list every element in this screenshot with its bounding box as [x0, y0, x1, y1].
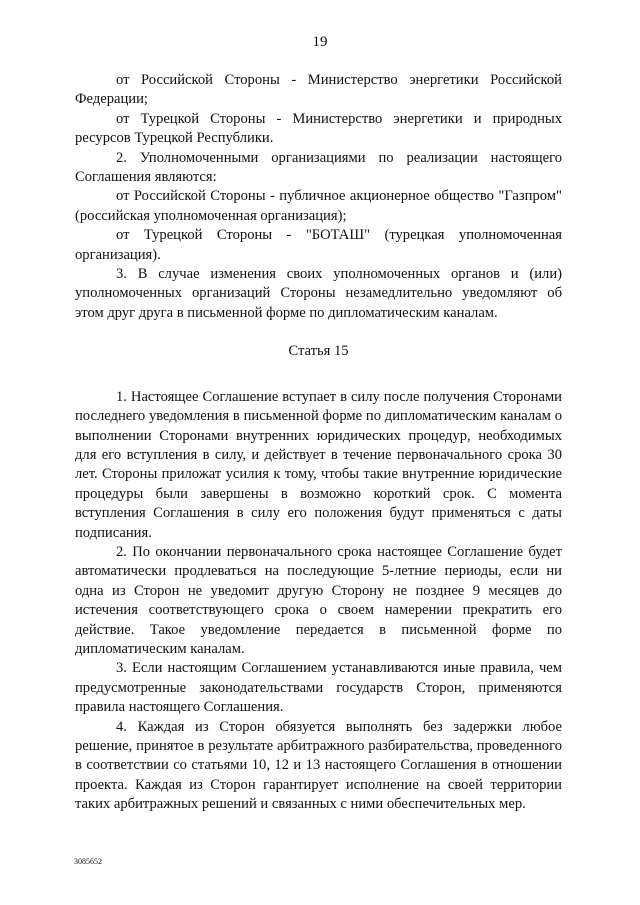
article-title: Статья 15 [288, 343, 349, 360]
paragraph: от Российской Стороны - публичное акционерное общество "Газпром" (российская уполномоченная организация); [75, 188, 562, 224]
paragraph: 2. По окончании первоначального срока настоящее Соглашение будет автоматически продлеваться на последующие 5-летние периоды, если ни одна из Сторон не уведомит другую Сторону не позднее 9 месяцев до истечения соответствующего срока о своем намерении прекратить его действие. Такое уведомление передается в письменной форме по дипломатическим каналам. [75, 543, 562, 657]
paragraph: 3. В случае изменения своих уполномоченных органов и (или) уполномоченных организаций Стороны незамедлительно уведомляют об этом друг друга в письменной форме по дипломатическим каналам. [75, 266, 562, 321]
paragraph: 4. Каждая из Сторон обязуется выполнять без задержки любое решение, принятое в результате арбитражного разбирательства, проведенного в соответствии со статьями 10, 12 и 13 настоящего Соглашения в отношении проекта. Каждая из Сторон гарантирует исполнение на своей территории таких арбитражных решений и связанных с ними обеспечительных мер. [75, 718, 562, 813]
page-number: 19 [312, 34, 328, 50]
paragraph: 3. Если настоящим Соглашением устанавливаются иные правила, чем предусмотренные законодательствами государств Сторон, применяются правила настоящего Соглашения. [75, 660, 562, 716]
document-code: 3085652 [74, 857, 102, 866]
paragraph: 1. Настоящее Соглашение вступает в силу после получения Сторонами последнего уведомления в письменной форме по дипломатическим каналам о выполнении Сторонами внутренних юридических процедур, необходимых для его вступления в силу, и действует в течение первоначального срока 30 лет. Стороны приложат усилия к тому, чтобы такие внутренние юридические процедуры были завершены в возможно короткий срок. С момента вступления Соглашения в силу его положения будут применяться с даты подписания. [75, 388, 562, 541]
document-body [75, 71, 562, 815]
paragraph: от Российской Стороны - Министерство энергетики Российской Федерации; [75, 72, 562, 108]
paragraph: от Турецкой Стороны - Министерство энергетики и природных ресурсов Турецкой Республики. [75, 110, 562, 147]
paragraph: 2. Уполномоченными организациями по реализации настоящего Соглашения являются: [75, 149, 562, 186]
paragraph: от Турецкой Стороны - "БОТАШ" (турецкая уполномоченная организация). [75, 227, 562, 263]
